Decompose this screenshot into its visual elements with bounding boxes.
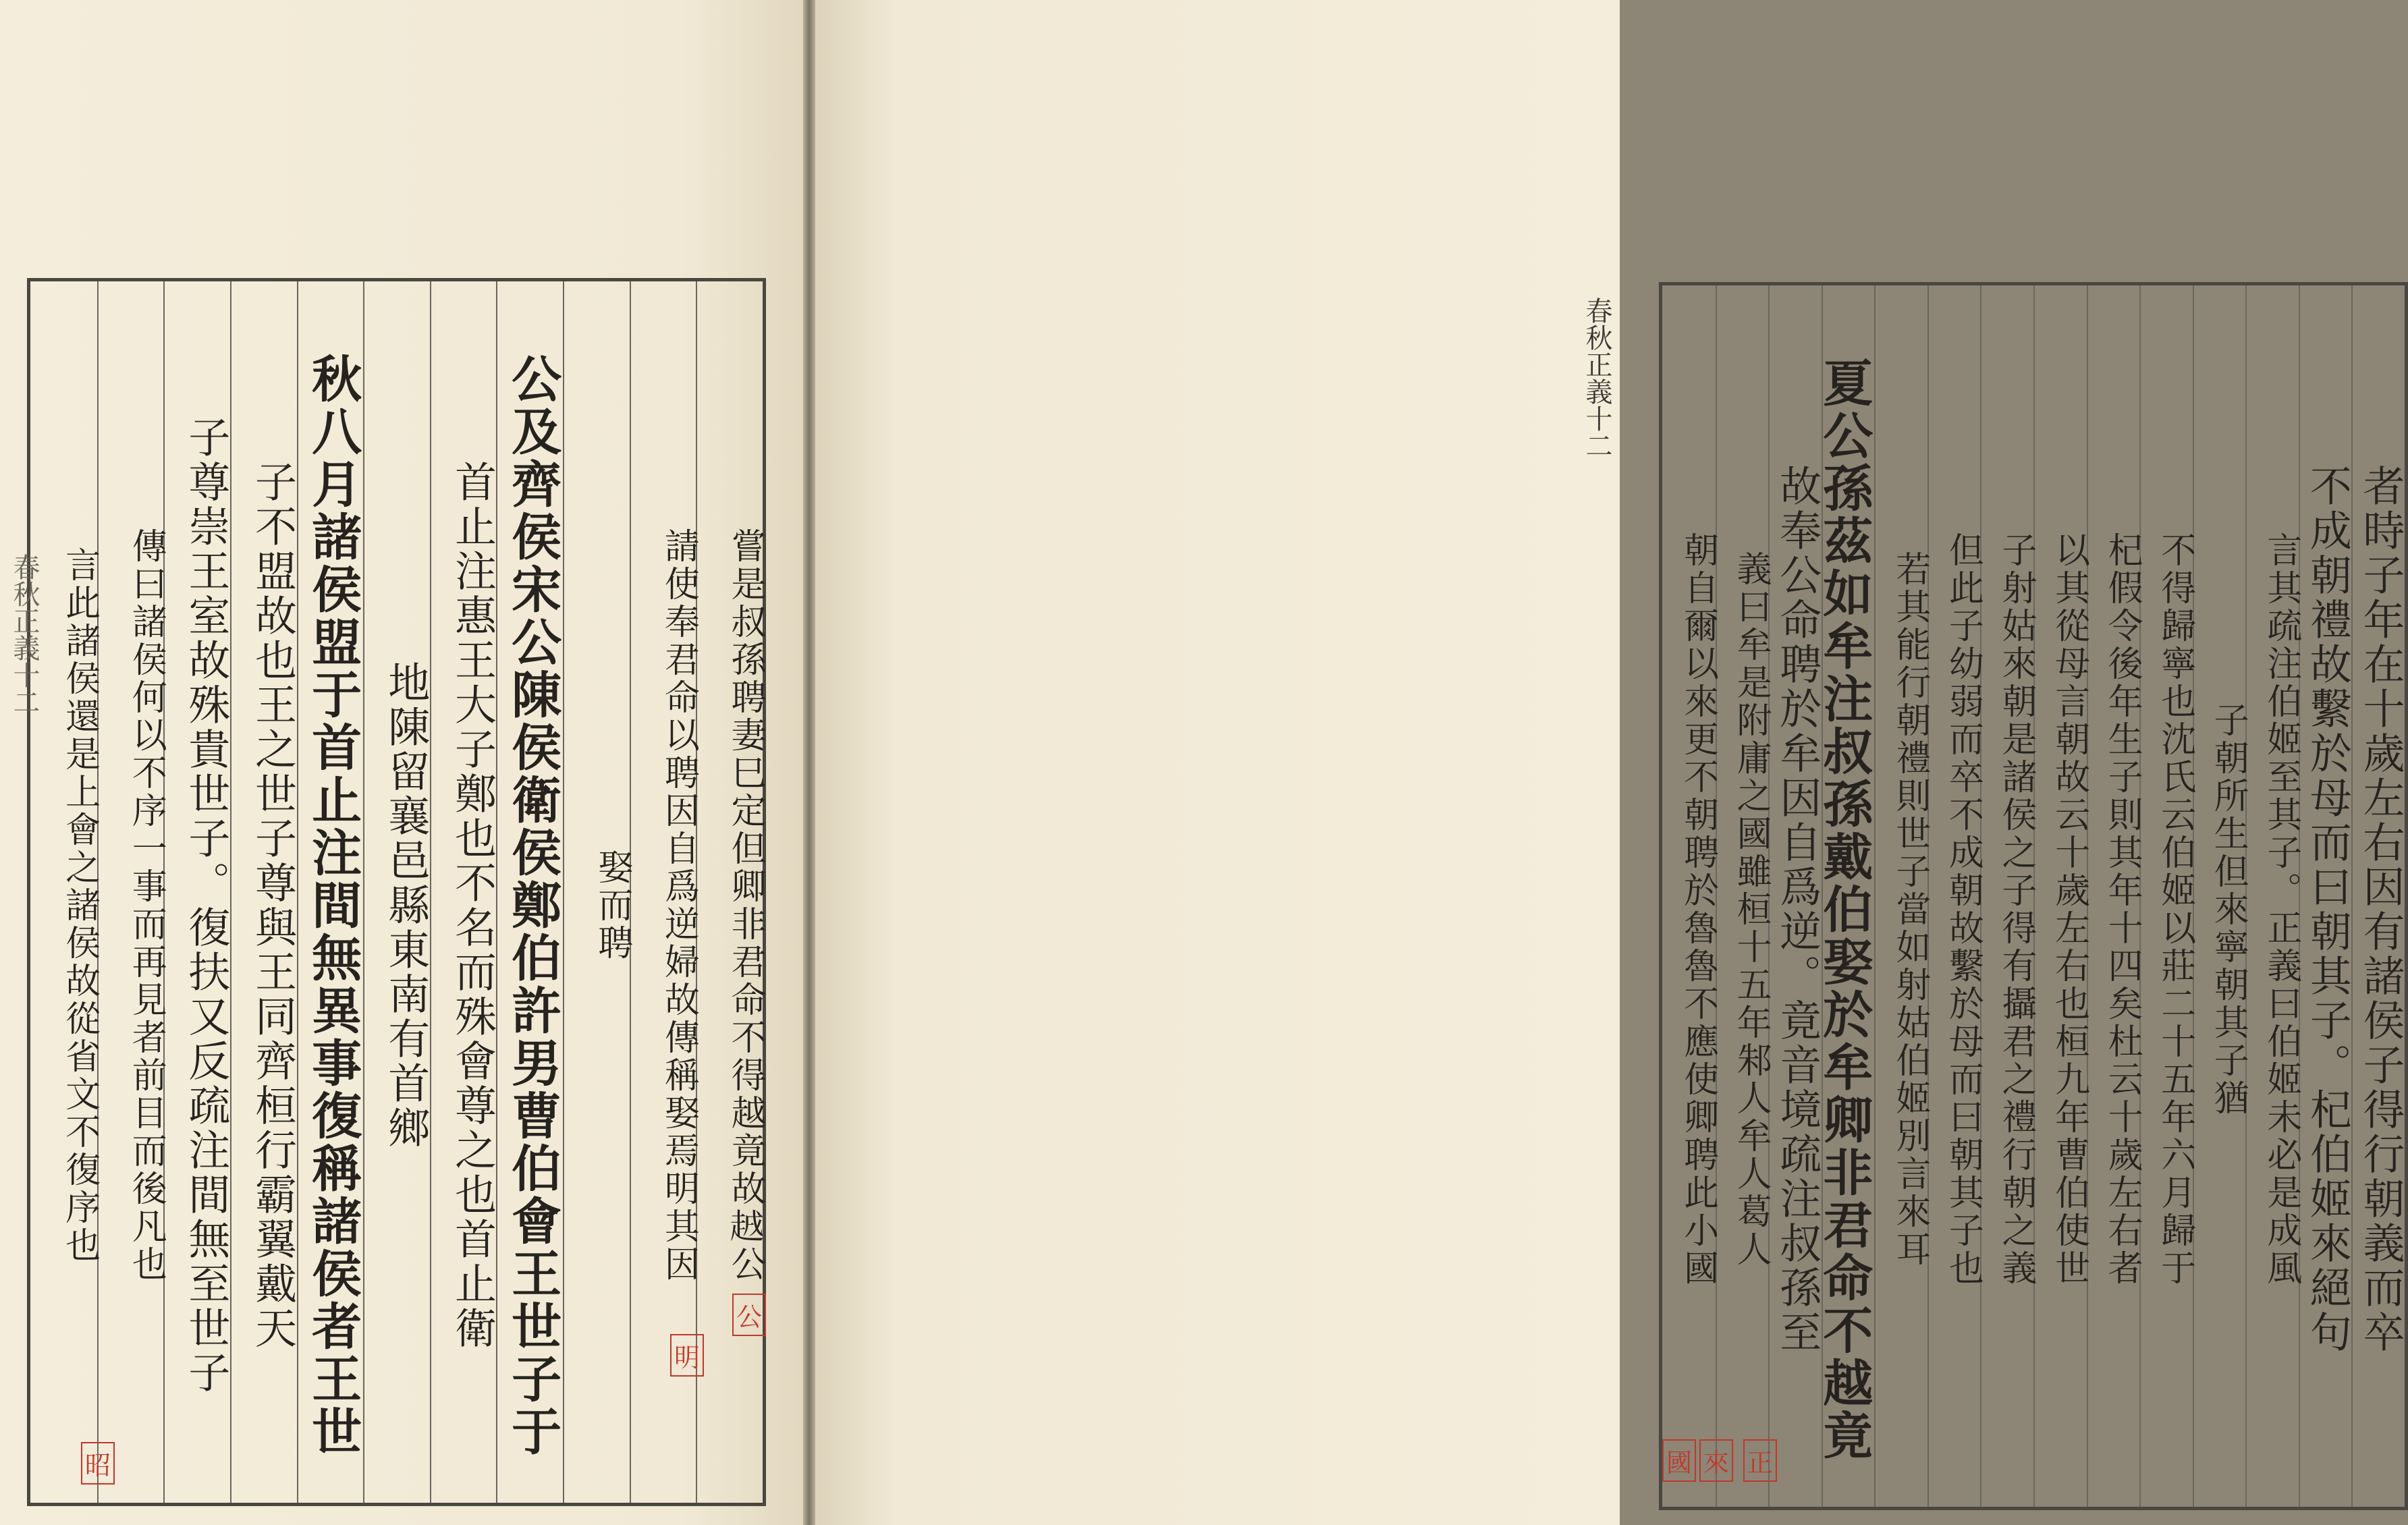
- right-column-10: [1874, 285, 1930, 1507]
- left-column-5: [430, 281, 497, 1503]
- left-column-text: 首止注惠王大子鄭也不名而殊會尊之也首止衛: [447, 460, 497, 1351]
- right-column-text: 子射姑來朝是諸侯之子得有攝君之禮行朝之義: [1995, 532, 2036, 1287]
- right-column-14: [1662, 285, 1716, 1507]
- right-column-7: [2033, 285, 2087, 1507]
- book-gutter: [803, 0, 815, 1525]
- right-column-text: 但此子幼弱而卒不成朝故繫於母而曰朝其子也: [1942, 532, 1983, 1287]
- left-column-text: 請使奉君命以聘因自爲逆婦故傳稱娶焉明其因: [658, 528, 699, 1283]
- right-column-13: [1716, 285, 1772, 1507]
- right-column-text: 夏公孫茲如牟注叔孫戴伯娶於牟卿非君命不越竟: [1815, 357, 1873, 1462]
- right-column-text: 以其從母言朝故云十歲左右也桓九年曹伯使世: [2048, 532, 2089, 1287]
- right-column-5: [2139, 285, 2193, 1507]
- left-page: [0, 0, 803, 1525]
- right-column-text: 子朝所生但來寧朝其子猶: [2208, 702, 2249, 1117]
- left-column-3: [563, 281, 630, 1503]
- left-column-8: [230, 281, 297, 1503]
- left-column-text: 言此諸侯還是上會之諸侯故從省文不復序也: [59, 547, 100, 1265]
- right-column-8: [1980, 285, 2036, 1507]
- left-edge-title: 春秋正義十二: [9, 553, 40, 715]
- left-column-4: [496, 281, 563, 1503]
- right-column-3: [2245, 285, 2299, 1507]
- right-column-4: [2193, 285, 2249, 1507]
- right-red-seal: 國: [1662, 1439, 1696, 1482]
- left-red-seal: 明: [670, 1334, 704, 1377]
- left-red-seal: 昭: [81, 1442, 115, 1485]
- left-column-text: 公及齊侯宋公陳侯衛侯鄭伯許男曹伯會王世子于: [503, 353, 562, 1458]
- right-column-text: 故奉公命聘於牟因自爲逆。竟音境疏注叔孫至: [1772, 464, 1822, 1355]
- right-column-1: [2351, 285, 2405, 1507]
- left-column-10: [97, 281, 167, 1503]
- right-red-seal: 正: [1743, 1439, 1777, 1482]
- left-column-9: [163, 281, 230, 1503]
- left-column-text: 子尊崇王室故殊貴世子。復扶又反疏注間無至世子: [181, 416, 231, 1395]
- right-text-frame: [1659, 282, 2408, 1510]
- left-red-seal: 公: [732, 1294, 766, 1336]
- left-column-2: [630, 281, 699, 1503]
- right-column-11: [1815, 285, 1875, 1507]
- right-column-text: 朝自爾以來更不朝聘於魯魯不應使卿聘此小國: [1677, 532, 1718, 1287]
- right-column-text: 者時子年在十歲左右因有諸侯子得行朝義而卒: [2355, 464, 2405, 1355]
- left-column-text: 秋八月諸侯盟于首止注間無異事復稱諸侯者王世: [304, 353, 362, 1458]
- right-column-text: 杞假令後年生子則其年十四矣杜云十歲左右者: [2102, 532, 2143, 1287]
- left-text-frame: [27, 278, 766, 1506]
- right-column-text: 若其能行朝禮則世子當如射姑伯姬別言來耳: [1889, 551, 1930, 1269]
- right-column-6: [2087, 285, 2143, 1507]
- right-column-12: [1768, 285, 1822, 1507]
- right-column-text: 言其疏注伯姬至其子。正義曰伯姬未必是成風: [2260, 532, 2301, 1287]
- right-page: [815, 0, 2405, 1525]
- left-column-text: 傳曰諸侯何以不序一事而再見者前目而後凡也: [126, 528, 167, 1283]
- left-column-text: 地陳留襄邑縣東南有首鄉: [381, 661, 431, 1150]
- left-column-6: [363, 281, 430, 1503]
- right-column-2: [2299, 285, 2352, 1507]
- left-column-7: [297, 281, 364, 1503]
- right-red-seal: 來: [1699, 1439, 1733, 1482]
- left-column-text: 子不盟故也王之世子尊與王同齊桓行霸翼戴天: [248, 460, 298, 1351]
- left-column-text: 娶而聘: [591, 849, 632, 962]
- right-edge-title: 春秋正義十二: [1581, 297, 1612, 459]
- right-column-text: 不得歸寧也沈氏云伯姬以莊二十五年六月歸于: [2154, 532, 2195, 1287]
- left-column-text: 嘗是叔孫聘妻巳定但卿非君命不得越竟故𧻗公: [724, 528, 765, 1283]
- right-column-text: 不成朝禮故繫於母而曰朝其子。杞伯姬來絕句: [2303, 464, 2353, 1355]
- right-column-text: 義曰牟是附庸之國雖桓十五年邾人牟人葛人: [1730, 551, 1772, 1269]
- right-column-9: [1927, 285, 1981, 1507]
